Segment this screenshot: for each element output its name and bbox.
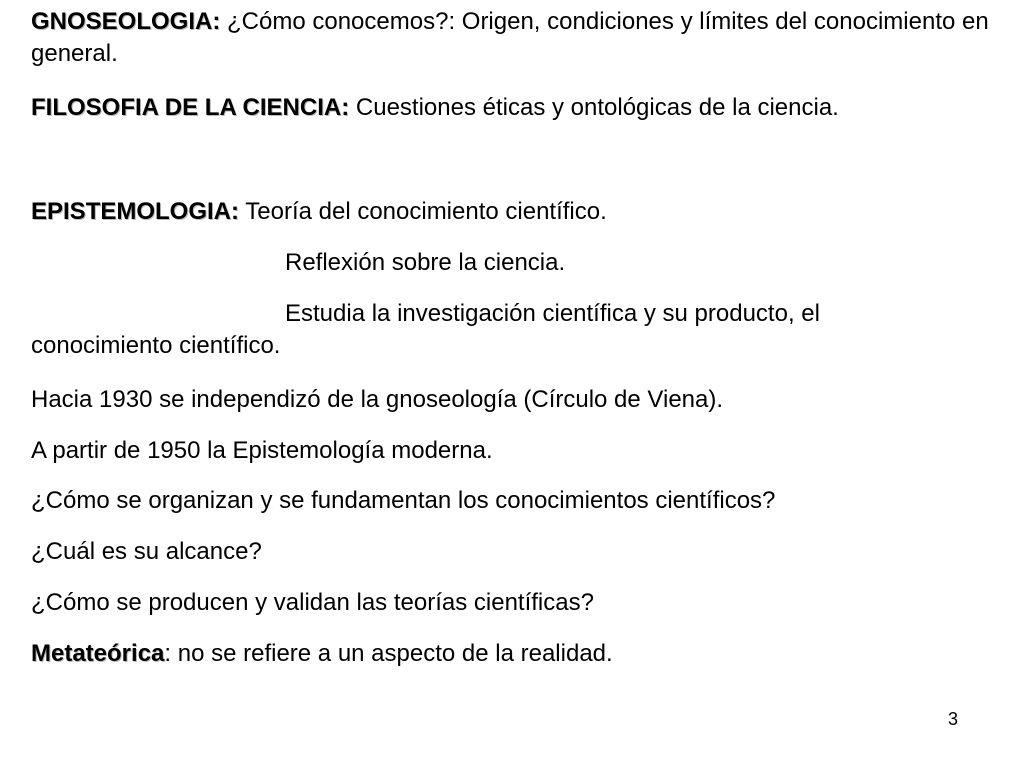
estudia-line-2: conocimiento científico. — [31, 332, 281, 359]
epistemologia-paragraph — [31, 196, 991, 228]
page-number: 3 — [948, 709, 959, 729]
estudia-paragraph — [31, 298, 991, 362]
hacia-1930-line: Hacia 1930 se independizó de la gnoseología (Círculo de Viena). — [31, 386, 724, 413]
filosofia-term: FILOSOFIA DE LA CIENCIA: — [31, 94, 350, 121]
gnoseologia-definition: ¿Cómo conocemos?: Origen, condiciones y límites del conocimiento en general. — [31, 8, 989, 67]
pregunta-organizan-line: ¿Cómo se organizan y se fundamentan los conocimientos científicos? — [31, 487, 776, 514]
filosofia-definition: Cuestiones éticas y ontológicas de la ciencia. — [349, 94, 839, 121]
metateorica-paragraph — [31, 638, 991, 670]
estudia-line-1: Estudia la investigación científica y su producto, el — [285, 300, 820, 327]
metateorica-term: Metateórica — [31, 640, 165, 667]
epistemologia-definition: Teoría del conocimiento científico. — [239, 198, 607, 225]
filosofia-paragraph — [31, 92, 991, 124]
reflexion-line: Reflexión sobre la ciencia. — [285, 249, 566, 276]
gnoseologia-paragraph — [31, 6, 991, 70]
pregunta-teorias-line: ¿Cómo se producen y validan las teorías científicas? — [31, 589, 594, 616]
pregunta-alcance-line: ¿Cuál es su alcance? — [31, 538, 262, 565]
a-partir-1950-line: A partir de 1950 la Epistemología moderna. — [31, 437, 493, 464]
epistemologia-term: EPISTEMOLOGIA: — [31, 198, 240, 225]
gnoseologia-term: GNOSEOLOGIA: — [31, 8, 221, 35]
metateorica-definition: : no se refiere a un aspecto de la realidad. — [164, 640, 613, 667]
